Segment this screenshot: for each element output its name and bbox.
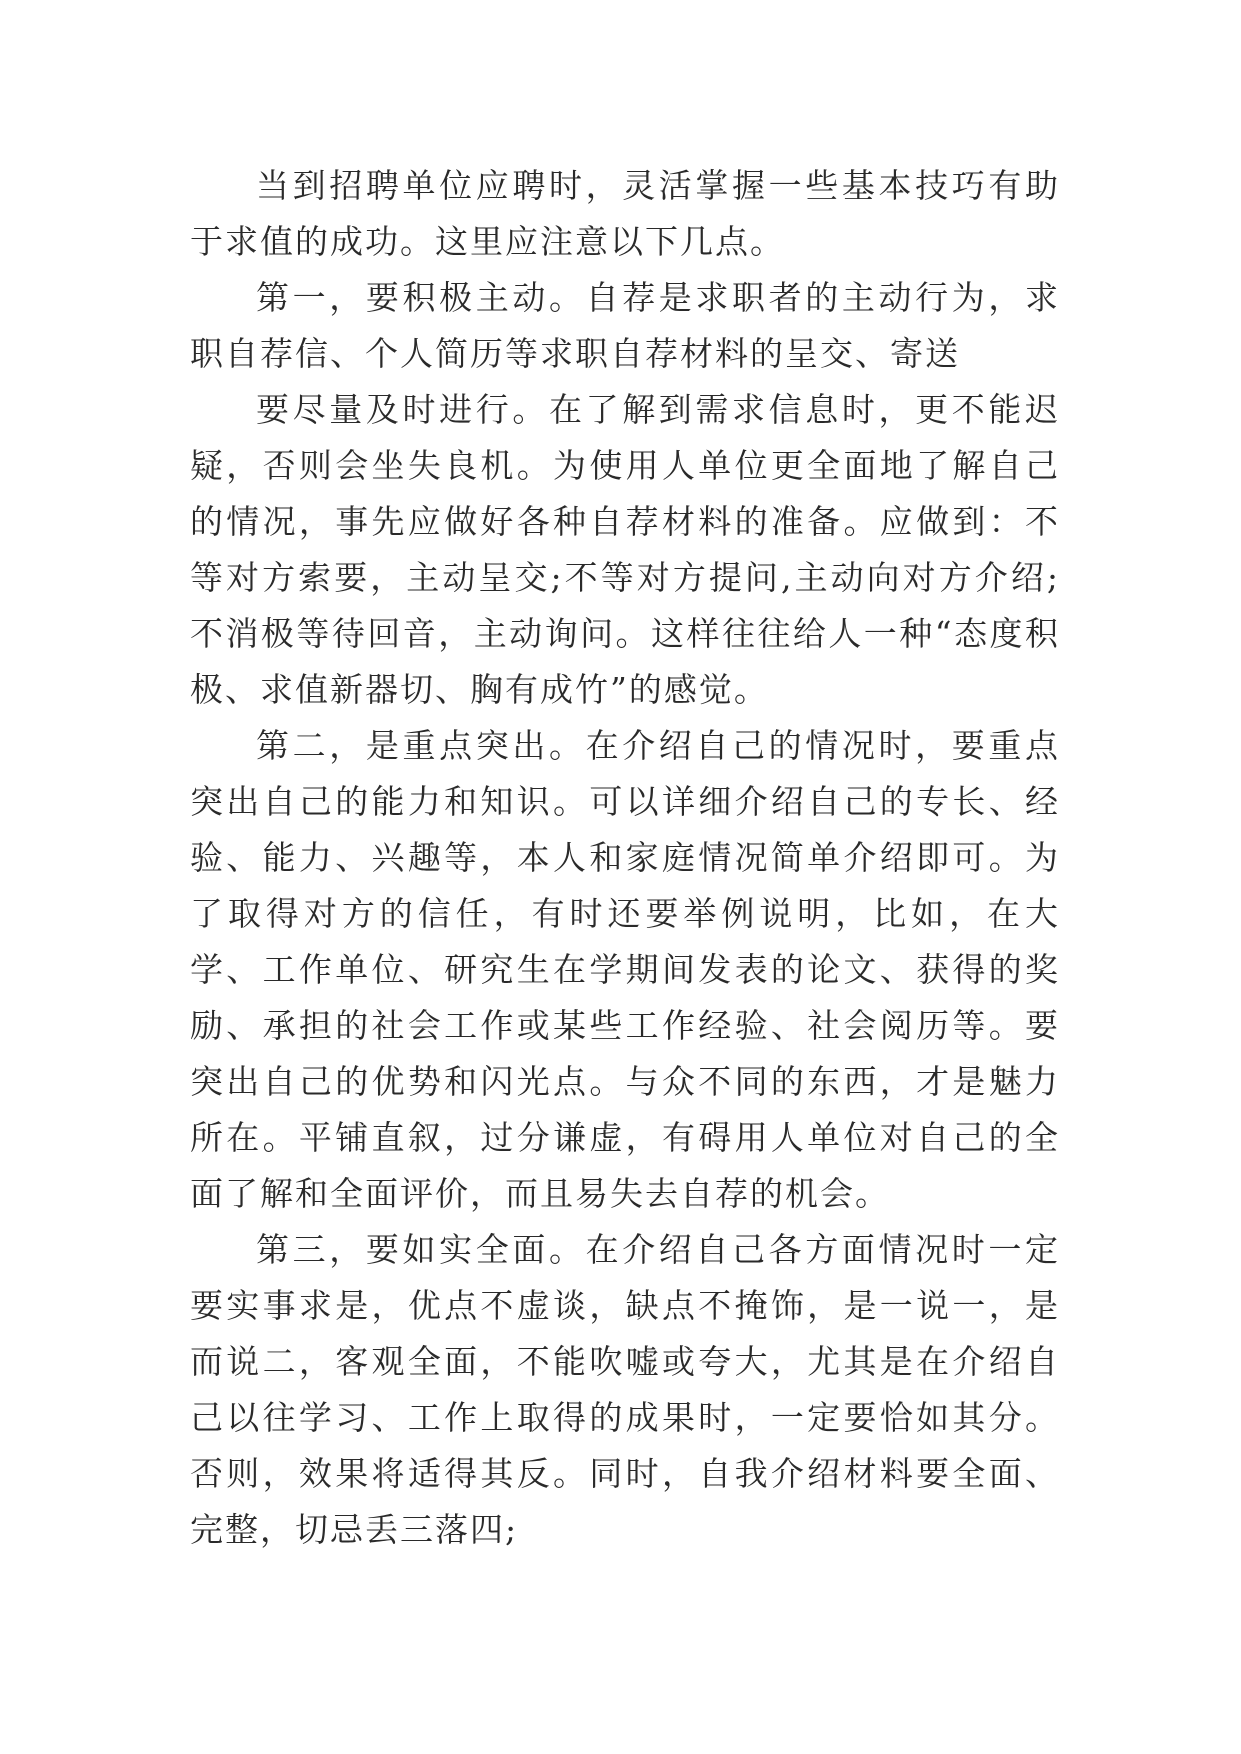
paragraph-point-three: 第三，要如实全面。在介绍自己各方面情况时一定要实事求是，优点不虚谈，缺点不掩饰，是一说一，是而说二，客观全面，不能吹嘘或夸大，尤其是在介绍自己以往学习、工作上取得的成果时，一定要恰如其分。否则，效果将适得其反。同时，自我介绍材料要全面、完整，切忌丢三落四; [190, 1230, 1060, 1549]
paragraph-point-one-continued: 要尽量及时进行。在了解到需求信息时，更不能迟疑，否则会坐失良机。为使用人单位更全面地了解自己的情况，事先应做好各种自荐材料的准备。应做到：不等对方索要，主动呈交;不等对方提问,主动向对方介绍;不消极等待回音，主动询问。这样往往给人一种“态度积极、求值新器切、胸有成竹”的感觉。 [190, 390, 1060, 709]
paragraph-intro: 当到招聘单位应聘时，灵活掌握一些基本技巧有助于求值的成功。这里应注意以下几点。 [190, 166, 1060, 261]
paragraph-point-one: 第一，要积极主动。自荐是求职者的主动行为，求职自荐信、个人简历等求职自荐材料的呈交、寄送 [190, 278, 1060, 373]
paragraph-point-two: 第二，是重点突出。在介绍自己的情况时，要重点突出自己的能力和知识。可以详细介绍自己的专长、经验、能力、兴趣等，本人和家庭情况简单介绍即可。为了取得对方的信任，有时还要举例说明，比如，在大学、工作单位、研究生在学期间发表的论文、获得的奖励、承担的社会工作或某些工作经验、社会阅历等。要突出自己的优势和闪光点。与众不同的东西，才是魅力所在。平铺直叙，过分谦虚，有碍用人单位对自己的全面了解和全面评价，而且易失去自荐的机会。 [190, 726, 1060, 1213]
document-body [190, 158, 1060, 1558]
